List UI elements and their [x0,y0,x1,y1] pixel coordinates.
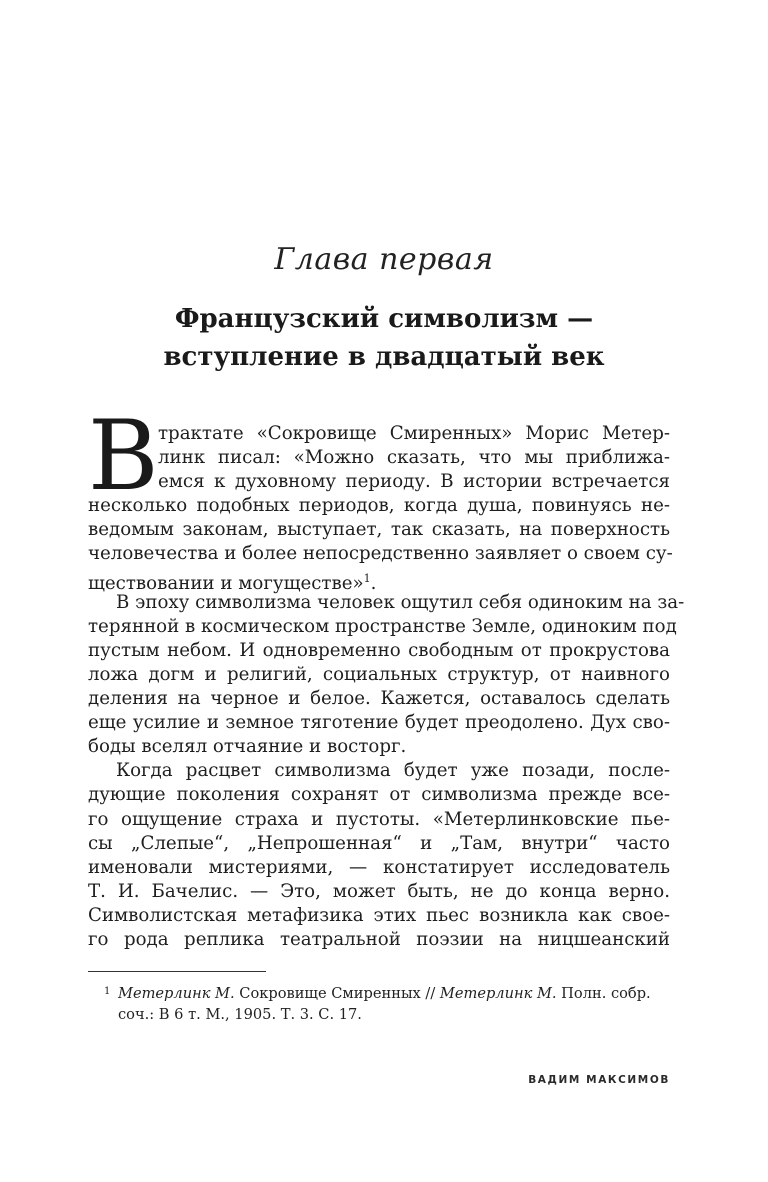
chapter-label: Глава первая [274,242,494,277]
text-line: линк писал: «Можно сказать, что мы приближа- [158,447,670,469]
text-span: . [370,572,377,594]
footnote [88,983,670,1025]
drop-cap: В [88,400,159,512]
text-line: человечества и более непосредственно заявляет о своем су- [88,543,673,565]
text-line: боды вселял отчаяние и восторг. [88,736,407,758]
text-line: сы „Слепые“, „Непрошенная“ и „Там, внутри“ часто [88,832,670,854]
text-line: именовали мистериями, — констатирует исследователь [88,856,670,878]
footnote-author: Метерлинк М. [439,985,557,1002]
footnote-line: соч.: В 6 т. М., 1905. Т. 3. С. 17. [118,1006,362,1023]
text-line: еще усилие и земное тяготение будет преодолено. Дух сво- [88,712,670,734]
text-line: Т. И. Бачелис. — Это, может быть, не до конца верно. [88,880,670,902]
text-line: Символистская метафизика этих пьес возникла как свое- [88,904,670,926]
chapter-title-line: вступление в двадцатый век [163,342,605,372]
text-line: Когда расцвет символизма будет уже позади, после- [116,760,670,782]
text-line: ложа догм и религий, социальных структур, от наивного [88,663,670,685]
body-text [88,422,685,952]
text-line: деления на черное и белое. Кажется, оставалось сделать [88,688,670,710]
text-line: емся к духовному периоду. В истории встречается [158,471,670,493]
text-line [88,567,670,594]
chapter-title-line: Французский символизм — [174,304,594,334]
text-line: го ощущение страха и пустоты. «Метерлинковские пье- [88,808,670,830]
text-line: го рода реплика театральной поэзии на ницшеанский [88,928,670,950]
chapter-title [60,300,708,376]
text-line: пустым небом. И одновременно свободным от прокрустова [88,639,670,661]
footnote-number: 1 [104,986,111,997]
text-line: несколько подобных периодов, когда душа, повинуясь не- [88,495,670,517]
text-line: В эпоху символизма человек ощутил себя одиноким на за- [116,591,685,613]
running-footer: ВАДИМ МАКСИМОВ [528,1074,670,1086]
footnote-line [118,983,670,1004]
footnote-author: Метерлинк М. [118,985,235,1002]
footnote-divider [88,971,266,972]
footnote-text: Сокровище Смиренных // [234,985,440,1002]
text-line: ведомым законам, выступает, так сказать, на поверхность [88,519,670,541]
text-line: дующие поколения сохранят от символизма прежде все- [88,784,670,806]
text-line: терянной в космическом пространстве Земле, одиноким под [88,615,677,637]
text-line: трактате «Сокровище Смиренных» Морис Метер- [158,423,670,444]
footnote-reference[interactable]: 1 [363,571,371,585]
footnote-text: Полн. собр. [556,985,651,1002]
text-span: ществовании и могуществе» [88,572,364,594]
